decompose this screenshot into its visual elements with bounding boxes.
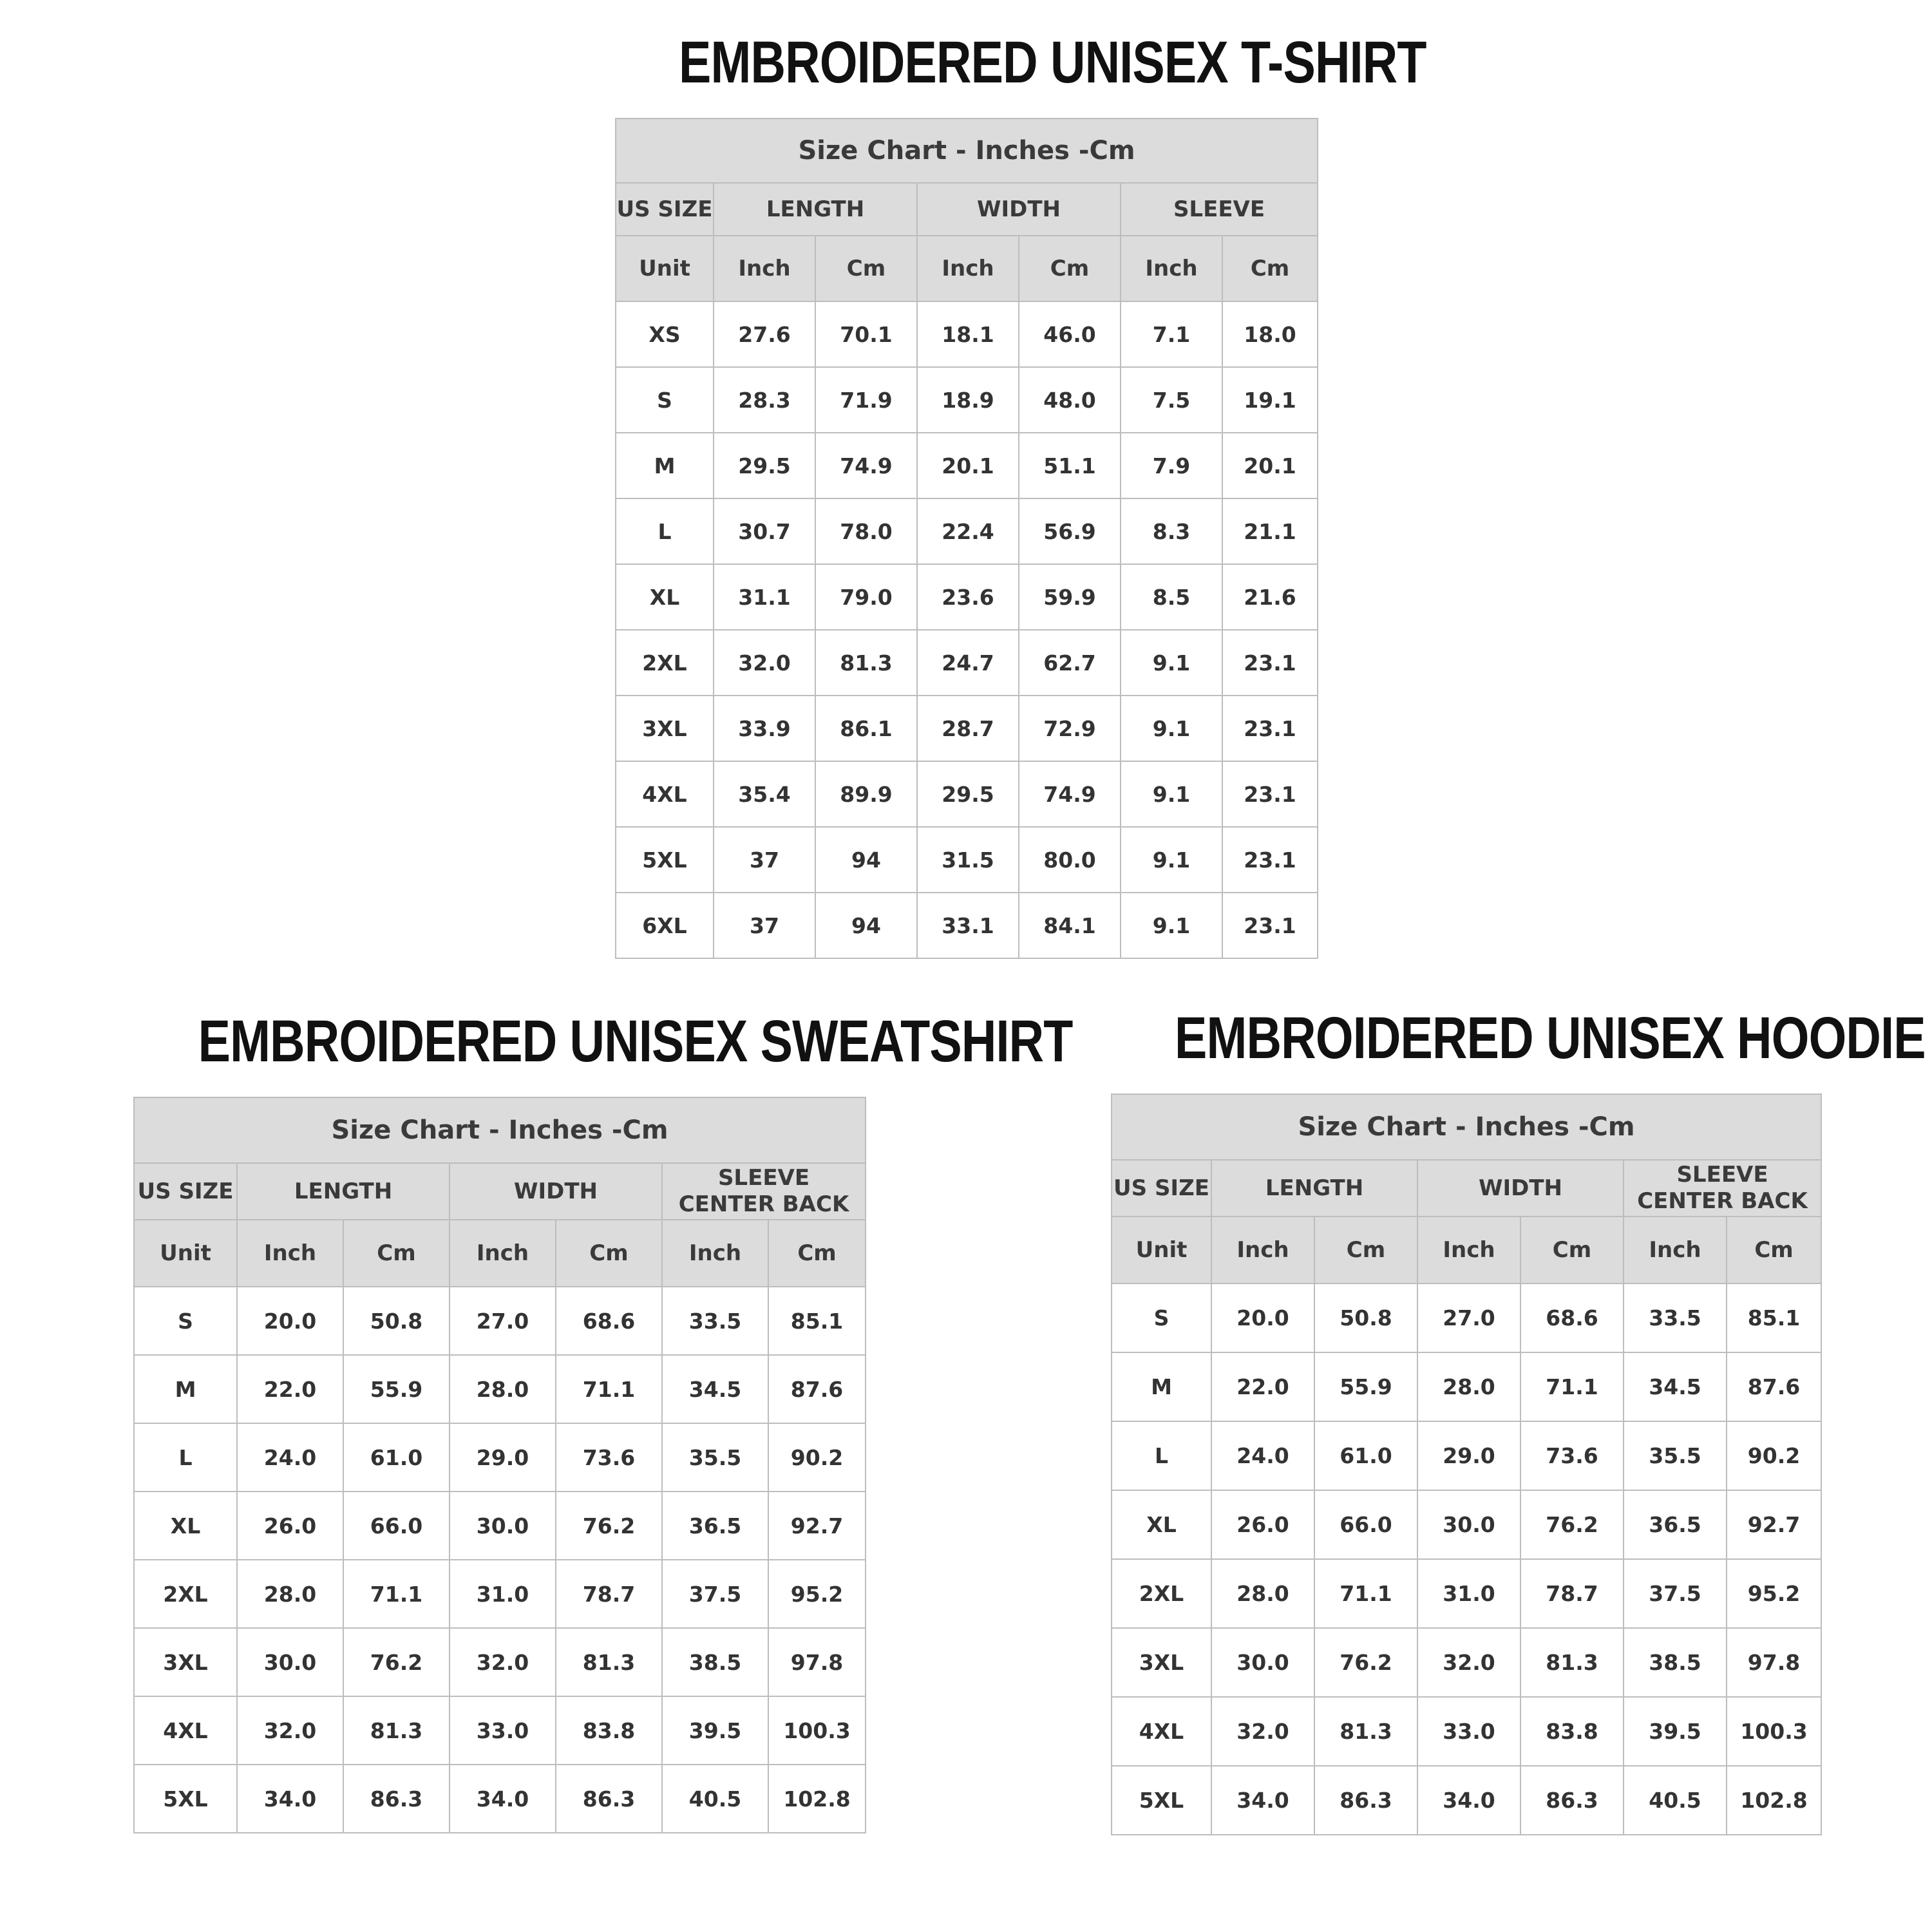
header-width: WIDTH bbox=[450, 1163, 662, 1220]
length-cm-cell: 81.3 bbox=[1314, 1697, 1417, 1766]
length-cm-cell: 86.3 bbox=[1314, 1766, 1417, 1835]
sleeve-inch-cell: 33.5 bbox=[1624, 1283, 1727, 1352]
width-inch-cell: 24.7 bbox=[917, 630, 1019, 696]
size-cell: XL bbox=[134, 1492, 237, 1560]
sleeve-inch-cell: 38.5 bbox=[1624, 1628, 1727, 1697]
header-us-size: US SIZE bbox=[1112, 1160, 1211, 1217]
size-cell: 3XL bbox=[1112, 1628, 1211, 1697]
size-cell: 2XL bbox=[1112, 1559, 1211, 1628]
table-row bbox=[1112, 1421, 1821, 1490]
sleeve-inch-cell: 9.1 bbox=[1121, 827, 1222, 893]
length-cm-cell: 61.0 bbox=[1314, 1421, 1417, 1490]
header-sleeve-line1: SLEEVE bbox=[1676, 1162, 1768, 1188]
length-inch-cell: 22.0 bbox=[1211, 1352, 1314, 1421]
width-cm-cell: 81.3 bbox=[1520, 1628, 1624, 1697]
table-row bbox=[134, 1628, 866, 1696]
size-cell: M bbox=[1112, 1352, 1211, 1421]
size-cell: 3XL bbox=[616, 696, 714, 761]
sleeve-cm-cell: 18.0 bbox=[1222, 301, 1318, 367]
length-inch-cell: 32.0 bbox=[714, 630, 815, 696]
length-inch-cell: 22.0 bbox=[237, 1355, 343, 1423]
length-inch-cell: 34.0 bbox=[237, 1765, 343, 1833]
length-cm-cell: 86.1 bbox=[815, 696, 917, 761]
width-inch-cell: 34.0 bbox=[450, 1765, 556, 1833]
size-cell: S bbox=[616, 367, 714, 433]
table-row bbox=[616, 301, 1318, 367]
header-inch: Inch bbox=[714, 236, 815, 301]
length-inch-cell: 37 bbox=[714, 893, 815, 958]
width-cm-cell: 62.7 bbox=[1019, 630, 1121, 696]
sleeve-inch-cell: 8.5 bbox=[1121, 564, 1222, 630]
size-cell: 4XL bbox=[1112, 1697, 1211, 1766]
table-row bbox=[616, 696, 1318, 761]
width-inch-cell: 29.0 bbox=[1417, 1421, 1520, 1490]
width-cm-cell: 46.0 bbox=[1019, 301, 1121, 367]
width-cm-cell: 74.9 bbox=[1019, 761, 1121, 827]
header-sleeve-line2: CENTER BACK bbox=[678, 1191, 849, 1217]
width-inch-cell: 28.0 bbox=[450, 1355, 556, 1423]
width-inch-cell: 18.1 bbox=[917, 301, 1019, 367]
sleeve-inch-cell: 36.5 bbox=[1624, 1490, 1727, 1559]
header-us-size: US SIZE bbox=[616, 183, 714, 236]
width-cm-cell: 84.1 bbox=[1019, 893, 1121, 958]
width-inch-cell: 31.0 bbox=[450, 1560, 556, 1628]
width-inch-cell: 18.9 bbox=[917, 367, 1019, 433]
header-sleeve bbox=[1624, 1160, 1821, 1217]
header-cm: Cm bbox=[1222, 236, 1318, 301]
table-caption: Size Chart - Inches -Cm bbox=[134, 1097, 866, 1163]
length-inch-cell: 24.0 bbox=[237, 1423, 343, 1492]
header-sleeve: SLEEVE bbox=[1121, 183, 1318, 236]
width-inch-cell: 32.0 bbox=[450, 1628, 556, 1696]
sweatshirt-title: EMBROIDERED UNISEX SWEATSHIRT bbox=[198, 1009, 1073, 1074]
length-inch-cell: 28.0 bbox=[237, 1560, 343, 1628]
width-inch-cell: 23.6 bbox=[917, 564, 1019, 630]
sleeve-cm-cell: 97.8 bbox=[1727, 1628, 1821, 1697]
header-inch: Inch bbox=[1211, 1217, 1314, 1283]
table-row bbox=[134, 1696, 866, 1765]
width-cm-cell: 80.0 bbox=[1019, 827, 1121, 893]
width-inch-cell: 27.0 bbox=[450, 1287, 556, 1355]
length-cm-cell: 81.3 bbox=[343, 1696, 450, 1765]
width-inch-cell: 29.0 bbox=[450, 1423, 556, 1492]
table-caption: Size Chart - Inches -Cm bbox=[1112, 1094, 1821, 1160]
width-cm-cell: 78.7 bbox=[1520, 1559, 1624, 1628]
length-inch-cell: 28.0 bbox=[1211, 1559, 1314, 1628]
length-cm-cell: 74.9 bbox=[815, 433, 917, 498]
length-cm-cell: 70.1 bbox=[815, 301, 917, 367]
length-cm-cell: 89.9 bbox=[815, 761, 917, 827]
length-inch-cell: 26.0 bbox=[237, 1492, 343, 1560]
length-inch-cell: 29.5 bbox=[714, 433, 815, 498]
size-cell: 2XL bbox=[134, 1560, 237, 1628]
size-cell: 2XL bbox=[616, 630, 714, 696]
length-cm-cell: 76.2 bbox=[1314, 1628, 1417, 1697]
sleeve-cm-cell: 87.6 bbox=[1727, 1352, 1821, 1421]
width-cm-cell: 86.3 bbox=[556, 1765, 662, 1833]
table-row bbox=[1112, 1697, 1821, 1766]
length-inch-cell: 28.3 bbox=[714, 367, 815, 433]
size-cell: M bbox=[616, 433, 714, 498]
width-cm-cell: 78.7 bbox=[556, 1560, 662, 1628]
width-inch-cell: 31.0 bbox=[1417, 1559, 1520, 1628]
width-inch-cell: 31.5 bbox=[917, 827, 1019, 893]
sleeve-cm-cell: 100.3 bbox=[768, 1696, 866, 1765]
header-cm: Cm bbox=[815, 236, 917, 301]
header-inch: Inch bbox=[662, 1220, 768, 1287]
size-cell: 4XL bbox=[134, 1696, 237, 1765]
width-cm-cell: 83.8 bbox=[556, 1696, 662, 1765]
size-cell: 6XL bbox=[616, 893, 714, 958]
length-inch-cell: 35.4 bbox=[714, 761, 815, 827]
table-row bbox=[1112, 1490, 1821, 1559]
width-inch-cell: 28.0 bbox=[1417, 1352, 1520, 1421]
sleeve-inch-cell: 37.5 bbox=[662, 1560, 768, 1628]
length-inch-cell: 26.0 bbox=[1211, 1490, 1314, 1559]
sleeve-cm-cell: 90.2 bbox=[768, 1423, 866, 1492]
width-cm-cell: 76.2 bbox=[1520, 1490, 1624, 1559]
width-cm-cell: 72.9 bbox=[1019, 696, 1121, 761]
width-cm-cell: 68.6 bbox=[1520, 1283, 1624, 1352]
header-cm: Cm bbox=[556, 1220, 662, 1287]
sleeve-inch-cell: 9.1 bbox=[1121, 630, 1222, 696]
length-cm-cell: 55.9 bbox=[1314, 1352, 1417, 1421]
length-inch-cell: 27.6 bbox=[714, 301, 815, 367]
table-row bbox=[1112, 1352, 1821, 1421]
width-cm-cell: 68.6 bbox=[556, 1287, 662, 1355]
sleeve-cm-cell: 21.6 bbox=[1222, 564, 1318, 630]
size-cell: L bbox=[616, 498, 714, 564]
table-row bbox=[1112, 1283, 1821, 1352]
length-inch-cell: 30.7 bbox=[714, 498, 815, 564]
table-row bbox=[616, 630, 1318, 696]
width-cm-cell: 71.1 bbox=[1520, 1352, 1624, 1421]
width-inch-cell: 33.0 bbox=[1417, 1697, 1520, 1766]
size-cell: 3XL bbox=[134, 1628, 237, 1696]
size-cell: M bbox=[134, 1355, 237, 1423]
size-cell: XL bbox=[616, 564, 714, 630]
table-row bbox=[134, 1492, 866, 1560]
table-row bbox=[134, 1423, 866, 1492]
width-cm-cell: 83.8 bbox=[1520, 1697, 1624, 1766]
table-row bbox=[134, 1560, 866, 1628]
table-row bbox=[134, 1287, 866, 1355]
width-cm-cell: 81.3 bbox=[556, 1628, 662, 1696]
length-cm-cell: 66.0 bbox=[343, 1492, 450, 1560]
table-row bbox=[1112, 1628, 1821, 1697]
sleeve-inch-cell: 33.5 bbox=[662, 1287, 768, 1355]
header-length: LENGTH bbox=[1211, 1160, 1417, 1217]
sleeve-inch-cell: 7.1 bbox=[1121, 301, 1222, 367]
width-cm-cell: 76.2 bbox=[556, 1492, 662, 1560]
length-cm-cell: 86.3 bbox=[343, 1765, 450, 1833]
sleeve-cm-cell: 23.1 bbox=[1222, 630, 1318, 696]
sleeve-inch-cell: 7.9 bbox=[1121, 433, 1222, 498]
length-cm-cell: 94 bbox=[815, 893, 917, 958]
sleeve-inch-cell: 9.1 bbox=[1121, 761, 1222, 827]
header-length: LENGTH bbox=[714, 183, 917, 236]
header-unit: Unit bbox=[1112, 1217, 1211, 1283]
width-inch-cell: 33.1 bbox=[917, 893, 1019, 958]
header-us-size: US SIZE bbox=[134, 1163, 237, 1220]
table-caption: Size Chart - Inches -Cm bbox=[616, 118, 1318, 183]
length-inch-cell: 37 bbox=[714, 827, 815, 893]
length-inch-cell: 30.0 bbox=[237, 1628, 343, 1696]
header-length: LENGTH bbox=[237, 1163, 450, 1220]
sleeve-cm-cell: 97.8 bbox=[768, 1628, 866, 1696]
sleeve-cm-cell: 23.1 bbox=[1222, 761, 1318, 827]
width-inch-cell: 27.0 bbox=[1417, 1283, 1520, 1352]
tshirt-title: EMBROIDERED UNISEX T-SHIRT bbox=[679, 30, 1426, 95]
width-cm-cell: 51.1 bbox=[1019, 433, 1121, 498]
sleeve-cm-cell: 100.3 bbox=[1727, 1697, 1821, 1766]
size-cell: 5XL bbox=[1112, 1766, 1211, 1835]
table-row bbox=[1112, 1559, 1821, 1628]
length-inch-cell: 30.0 bbox=[1211, 1628, 1314, 1697]
header-unit: Unit bbox=[616, 236, 714, 301]
sleeve-cm-cell: 23.1 bbox=[1222, 893, 1318, 958]
width-inch-cell: 30.0 bbox=[450, 1492, 556, 1560]
header-width: WIDTH bbox=[917, 183, 1121, 236]
length-cm-cell: 71.1 bbox=[343, 1560, 450, 1628]
width-cm-cell: 59.9 bbox=[1019, 564, 1121, 630]
table-row bbox=[1112, 1766, 1821, 1835]
header-sleeve-line1: SLEEVE bbox=[717, 1165, 810, 1191]
width-inch-cell: 32.0 bbox=[1417, 1628, 1520, 1697]
table-row bbox=[616, 827, 1318, 893]
width-cm-cell: 86.3 bbox=[1520, 1766, 1624, 1835]
tshirt-size-table bbox=[615, 118, 1318, 959]
size-cell: L bbox=[134, 1423, 237, 1492]
length-cm-cell: 50.8 bbox=[1314, 1283, 1417, 1352]
length-cm-cell: 66.0 bbox=[1314, 1490, 1417, 1559]
length-cm-cell: 81.3 bbox=[815, 630, 917, 696]
sleeve-inch-cell: 35.5 bbox=[662, 1423, 768, 1492]
length-inch-cell: 33.9 bbox=[714, 696, 815, 761]
sleeve-cm-cell: 102.8 bbox=[1727, 1766, 1821, 1835]
length-inch-cell: 20.0 bbox=[1211, 1283, 1314, 1352]
sleeve-cm-cell: 21.1 bbox=[1222, 498, 1318, 564]
length-inch-cell: 20.0 bbox=[237, 1287, 343, 1355]
sleeve-cm-cell: 20.1 bbox=[1222, 433, 1318, 498]
sleeve-inch-cell: 38.5 bbox=[662, 1628, 768, 1696]
sleeve-inch-cell: 40.5 bbox=[662, 1765, 768, 1833]
hoodie-size-table bbox=[1111, 1094, 1822, 1835]
header-cm: Cm bbox=[1520, 1217, 1624, 1283]
table-row bbox=[616, 761, 1318, 827]
sleeve-cm-cell: 92.7 bbox=[768, 1492, 866, 1560]
table-row bbox=[616, 433, 1318, 498]
sleeve-cm-cell: 95.2 bbox=[1727, 1559, 1821, 1628]
table-row bbox=[616, 367, 1318, 433]
length-cm-cell: 79.0 bbox=[815, 564, 917, 630]
width-inch-cell: 22.4 bbox=[917, 498, 1019, 564]
header-inch: Inch bbox=[450, 1220, 556, 1287]
header-inch: Inch bbox=[237, 1220, 343, 1287]
sleeve-cm-cell: 85.1 bbox=[768, 1287, 866, 1355]
sleeve-cm-cell: 87.6 bbox=[768, 1355, 866, 1423]
header-inch: Inch bbox=[1624, 1217, 1727, 1283]
sleeve-cm-cell: 23.1 bbox=[1222, 696, 1318, 761]
sleeve-inch-cell: 8.3 bbox=[1121, 498, 1222, 564]
size-cell: S bbox=[134, 1287, 237, 1355]
length-cm-cell: 55.9 bbox=[343, 1355, 450, 1423]
header-cm: Cm bbox=[1727, 1217, 1821, 1283]
size-cell: S bbox=[1112, 1283, 1211, 1352]
table-row bbox=[616, 893, 1318, 958]
table-row bbox=[616, 564, 1318, 630]
length-inch-cell: 31.1 bbox=[714, 564, 815, 630]
table-row bbox=[616, 498, 1318, 564]
size-cell: 5XL bbox=[616, 827, 714, 893]
sleeve-inch-cell: 37.5 bbox=[1624, 1559, 1727, 1628]
sleeve-inch-cell: 39.5 bbox=[1624, 1697, 1727, 1766]
size-cell: XS bbox=[616, 301, 714, 367]
sleeve-inch-cell: 36.5 bbox=[662, 1492, 768, 1560]
header-unit: Unit bbox=[134, 1220, 237, 1287]
table-row bbox=[134, 1355, 866, 1423]
length-cm-cell: 50.8 bbox=[343, 1287, 450, 1355]
sleeve-inch-cell: 34.5 bbox=[1624, 1352, 1727, 1421]
header-inch: Inch bbox=[1417, 1217, 1520, 1283]
sweatshirt-size-table bbox=[133, 1097, 866, 1833]
sleeve-cm-cell: 90.2 bbox=[1727, 1421, 1821, 1490]
header-sleeve-line2: CENTER BACK bbox=[1637, 1188, 1808, 1214]
length-inch-cell: 24.0 bbox=[1211, 1421, 1314, 1490]
size-cell: 5XL bbox=[134, 1765, 237, 1833]
hoodie-title: EMBROIDERED UNISEX HOODIE bbox=[1175, 1005, 1926, 1071]
header-inch: Inch bbox=[917, 236, 1019, 301]
sleeve-inch-cell: 34.5 bbox=[662, 1355, 768, 1423]
sleeve-inch-cell: 39.5 bbox=[662, 1696, 768, 1765]
sleeve-inch-cell: 9.1 bbox=[1121, 696, 1222, 761]
width-cm-cell: 71.1 bbox=[556, 1355, 662, 1423]
size-cell: 4XL bbox=[616, 761, 714, 827]
length-cm-cell: 71.1 bbox=[1314, 1559, 1417, 1628]
width-inch-cell: 29.5 bbox=[917, 761, 1019, 827]
width-cm-cell: 56.9 bbox=[1019, 498, 1121, 564]
width-inch-cell: 28.7 bbox=[917, 696, 1019, 761]
header-cm: Cm bbox=[1019, 236, 1121, 301]
length-cm-cell: 76.2 bbox=[343, 1628, 450, 1696]
width-inch-cell: 34.0 bbox=[1417, 1766, 1520, 1835]
header-cm: Cm bbox=[343, 1220, 450, 1287]
width-inch-cell: 33.0 bbox=[450, 1696, 556, 1765]
header-sleeve bbox=[662, 1163, 866, 1220]
length-cm-cell: 61.0 bbox=[343, 1423, 450, 1492]
sleeve-cm-cell: 85.1 bbox=[1727, 1283, 1821, 1352]
header-cm: Cm bbox=[1314, 1217, 1417, 1283]
length-inch-cell: 32.0 bbox=[1211, 1697, 1314, 1766]
sleeve-inch-cell: 7.5 bbox=[1121, 367, 1222, 433]
sleeve-cm-cell: 102.8 bbox=[768, 1765, 866, 1833]
sleeve-inch-cell: 40.5 bbox=[1624, 1766, 1727, 1835]
width-cm-cell: 73.6 bbox=[1520, 1421, 1624, 1490]
width-cm-cell: 48.0 bbox=[1019, 367, 1121, 433]
size-cell: XL bbox=[1112, 1490, 1211, 1559]
header-inch: Inch bbox=[1121, 236, 1222, 301]
sleeve-cm-cell: 92.7 bbox=[1727, 1490, 1821, 1559]
length-inch-cell: 34.0 bbox=[1211, 1766, 1314, 1835]
size-cell: L bbox=[1112, 1421, 1211, 1490]
width-inch-cell: 30.0 bbox=[1417, 1490, 1520, 1559]
sleeve-cm-cell: 19.1 bbox=[1222, 367, 1318, 433]
sleeve-inch-cell: 35.5 bbox=[1624, 1421, 1727, 1490]
width-cm-cell: 73.6 bbox=[556, 1423, 662, 1492]
header-cm: Cm bbox=[768, 1220, 866, 1287]
length-inch-cell: 32.0 bbox=[237, 1696, 343, 1765]
length-cm-cell: 71.9 bbox=[815, 367, 917, 433]
table-row bbox=[134, 1765, 866, 1833]
header-width: WIDTH bbox=[1417, 1160, 1624, 1217]
length-cm-cell: 94 bbox=[815, 827, 917, 893]
width-inch-cell: 20.1 bbox=[917, 433, 1019, 498]
length-cm-cell: 78.0 bbox=[815, 498, 917, 564]
sleeve-inch-cell: 9.1 bbox=[1121, 893, 1222, 958]
sleeve-cm-cell: 23.1 bbox=[1222, 827, 1318, 893]
sleeve-cm-cell: 95.2 bbox=[768, 1560, 866, 1628]
